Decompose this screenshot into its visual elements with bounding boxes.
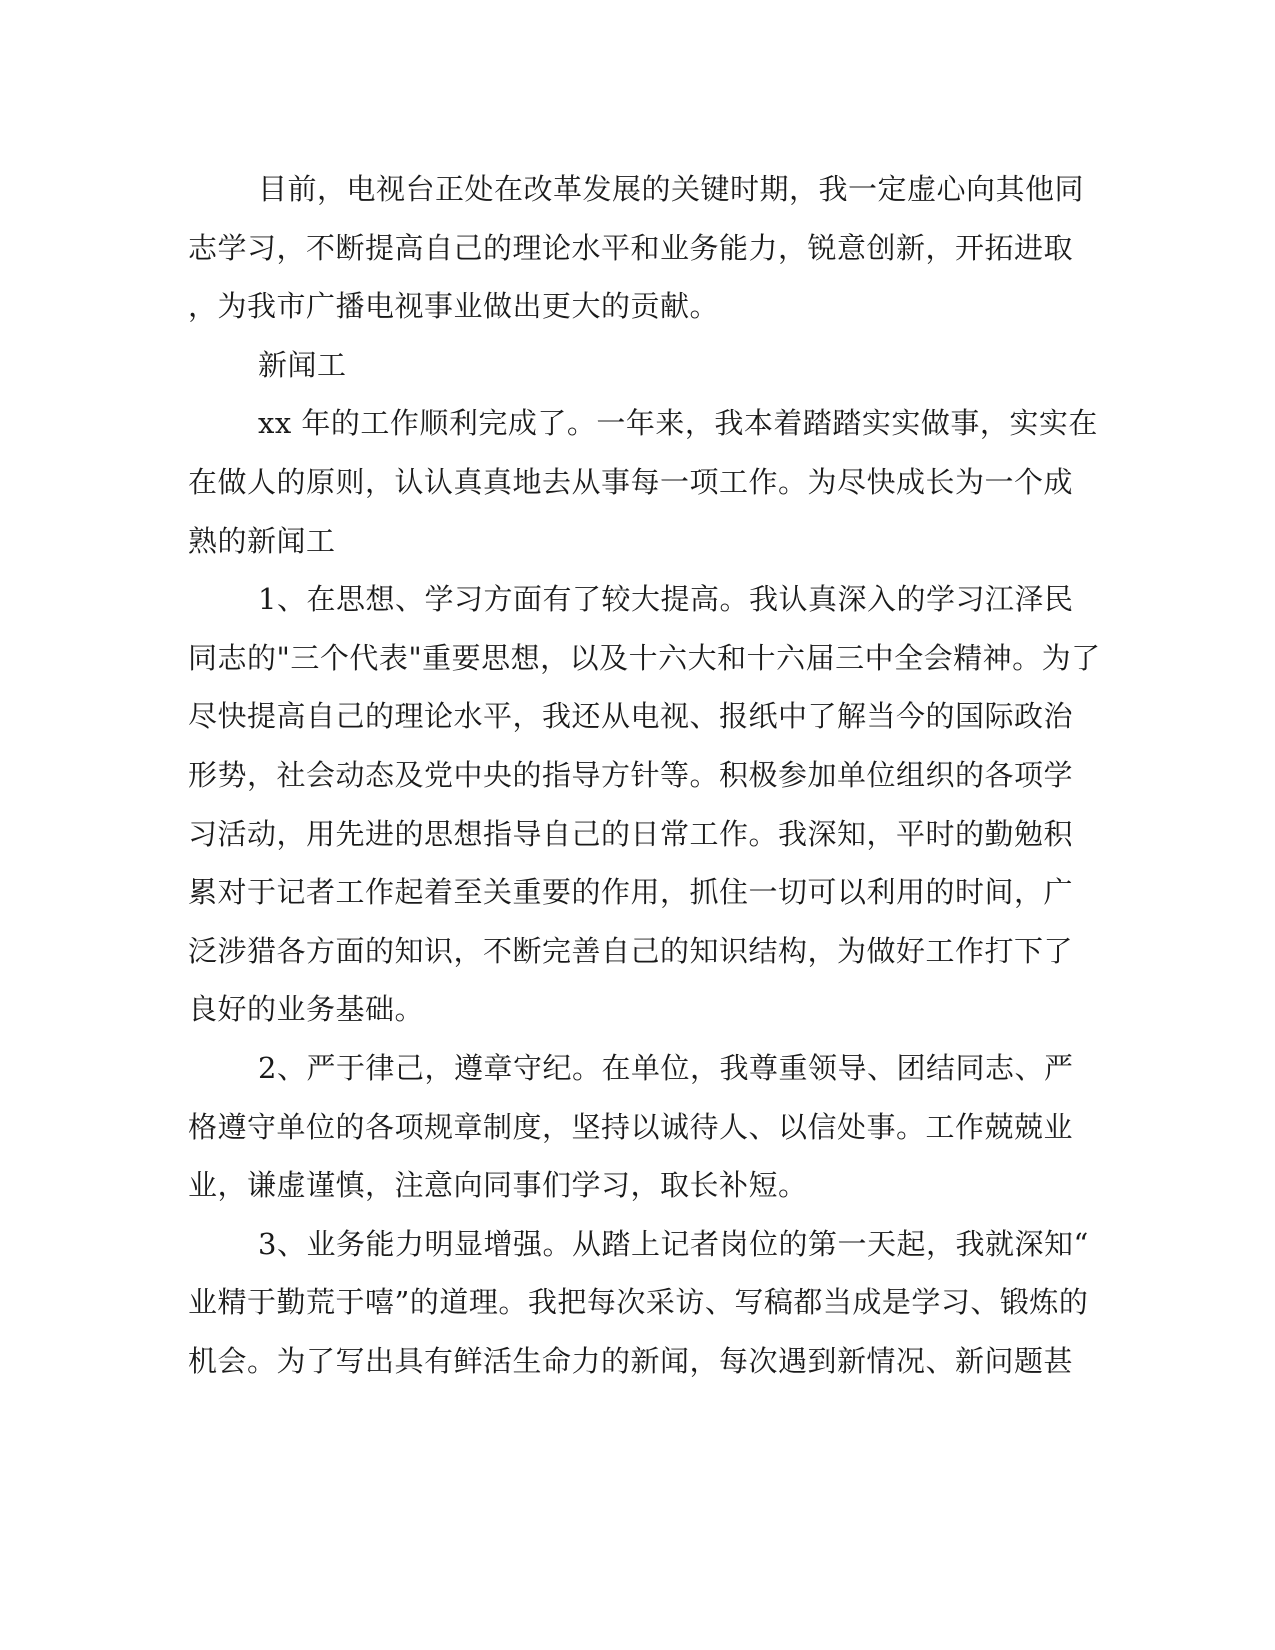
text-line: 格遵守单位的各项规章制度，坚持以诚待人、以信处事。工作兢兢业 — [188, 1109, 1074, 1144]
text-line: 业，谦虚谨慎，注意向同事们学习，取长补短。 — [188, 1168, 808, 1203]
text-line: 志学习，不断提高自己的理论水平和业务能力，锐意创新，开拓进取 — [188, 230, 1074, 265]
paragraph — [188, 1215, 1089, 1391]
text-line: 机会。为了写出具有鲜活生命力的新闻，每次遇到新情况、新问题甚 — [188, 1343, 1074, 1378]
document-body — [188, 160, 1101, 1390]
text-line: 形势，社会动态及党中央的指导方针等。积极参加单位组织的各项学 — [188, 757, 1074, 792]
paragraph — [188, 336, 1078, 395]
text-line: 2、严于律己，遵章守纪。在单位，我尊重领导、团结同志、严 — [258, 1050, 1074, 1085]
paragraph — [188, 394, 1098, 570]
text-line: 新闻工 — [258, 347, 347, 382]
text-line: ，为我市广播电视事业做出更大的贡献。 — [188, 289, 720, 324]
text-line: 累对于记者工作起着至关重要的作用，抓住一切可以利用的时间，广 — [188, 875, 1074, 910]
text-line: 1、在思想、学习方面有了较大提高。我认真深入的学习江泽民 — [258, 582, 1074, 617]
text-line: 业精于勤荒于嘻”的道理。我把每次采访、写稿都当成是学习、锻炼的 — [188, 1285, 1089, 1320]
text-line: 目前，电视台正处在改革发展的关键时期，我一定虚心向其他同 — [258, 172, 1085, 206]
paragraph — [188, 570, 1101, 1039]
text-line: xx 年的工作顺利完成了。一年来，我本着踏踏实实做事，实实在 — [258, 406, 1098, 441]
text-line: 良好的业务基础。 — [188, 992, 425, 1027]
text-line: 尽快提高自己的理论水平，我还从电视、报纸中了解当今的国际政治 — [188, 699, 1074, 734]
text-line: 习活动，用先进的思想指导自己的日常工作。我深知，平时的勤勉积 — [188, 816, 1074, 851]
text-line: 3、业务能力明显增强。从踏上记者岗位的第一天起，我就深知“ — [258, 1226, 1089, 1261]
text-line: 在做人的原则，认认真真地去从事每一项工作。为尽快成长为一个成 — [188, 464, 1074, 499]
text-line: 泛涉猎各方面的知识，不断完善自己的知识结构，为做好工作打下了 — [188, 933, 1074, 968]
text-line: 熟的新闻工 — [188, 523, 336, 558]
paragraph — [188, 1039, 1078, 1215]
text-line: 同志的"三个代表"重要思想，以及十六大和十六届三中全会精神。为了 — [188, 640, 1101, 675]
paragraph — [188, 160, 1085, 336]
